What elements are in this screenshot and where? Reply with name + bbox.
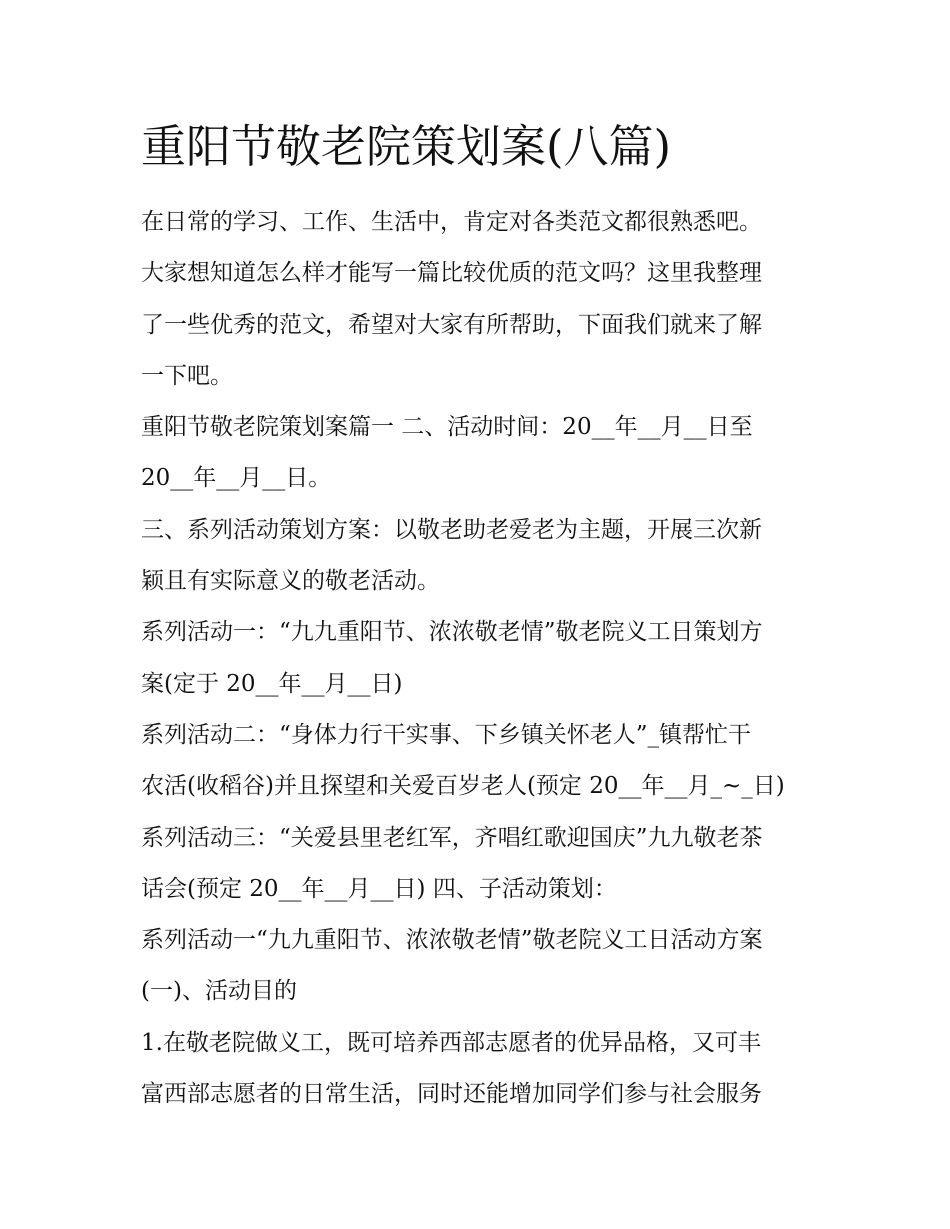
body-line: 三、系列活动策划方案：以敬老助老爱老为主题，开展三次新: [141, 516, 762, 543]
body-line: 大家想知道怎么样才能写一篇比较优质的范文吗？这里我整理: [141, 260, 762, 287]
body-line: 系列活动一：“九九重阳节、浓浓敬老情”敬老院义工日策划方: [141, 619, 763, 646]
body-line: 重阳节敬老院策划案篇一 二、活动时间：20__年__月__日至: [141, 414, 753, 441]
body-line: 系列活动一“九九重阳节、浓浓敬老情”敬老院义工日活动方案: [141, 927, 763, 954]
body-line: 富西部志愿者的日常生活，同时还能增加同学们参与社会服务: [141, 1081, 762, 1108]
body-line: 颖且有实际意义的敬老活动。: [141, 568, 440, 595]
body-line: 系列活动三：“关爱县里老红军，齐唱红歌迎国庆”九九敬老茶: [141, 824, 763, 851]
document-body: [141, 197, 831, 1120]
document-title: 重阳节敬老院策划案(八篇): [141, 120, 672, 173]
body-line: 话会(预定 20__年__月__日) 四、子活动策划：: [141, 875, 617, 902]
body-line: 1.在敬老院做义工，既可培养西部志愿者的优异品格，又可丰: [141, 1029, 761, 1056]
body-line: 了一些优秀的范文，希望对大家有所帮助，下面我们就来了解: [141, 311, 762, 338]
body-line: 案(定于 20__年__月__日): [141, 670, 403, 697]
body-line: 农活(收稻谷)并且探望和关爱百岁老人(预定 20__年__月_~_日): [141, 773, 785, 800]
body-line: 系列活动二：“身体力行干实事、下乡镇关怀老人”_镇帮忙干: [141, 721, 752, 748]
body-line: 一下吧。: [141, 362, 233, 389]
body-line: (一)、活动目的: [141, 978, 297, 1005]
body-line: 在日常的学习、工作、生活中，肯定对各类范文都很熟悉吧。: [141, 209, 762, 235]
body-line: 20__年__月__日。: [141, 465, 332, 492]
